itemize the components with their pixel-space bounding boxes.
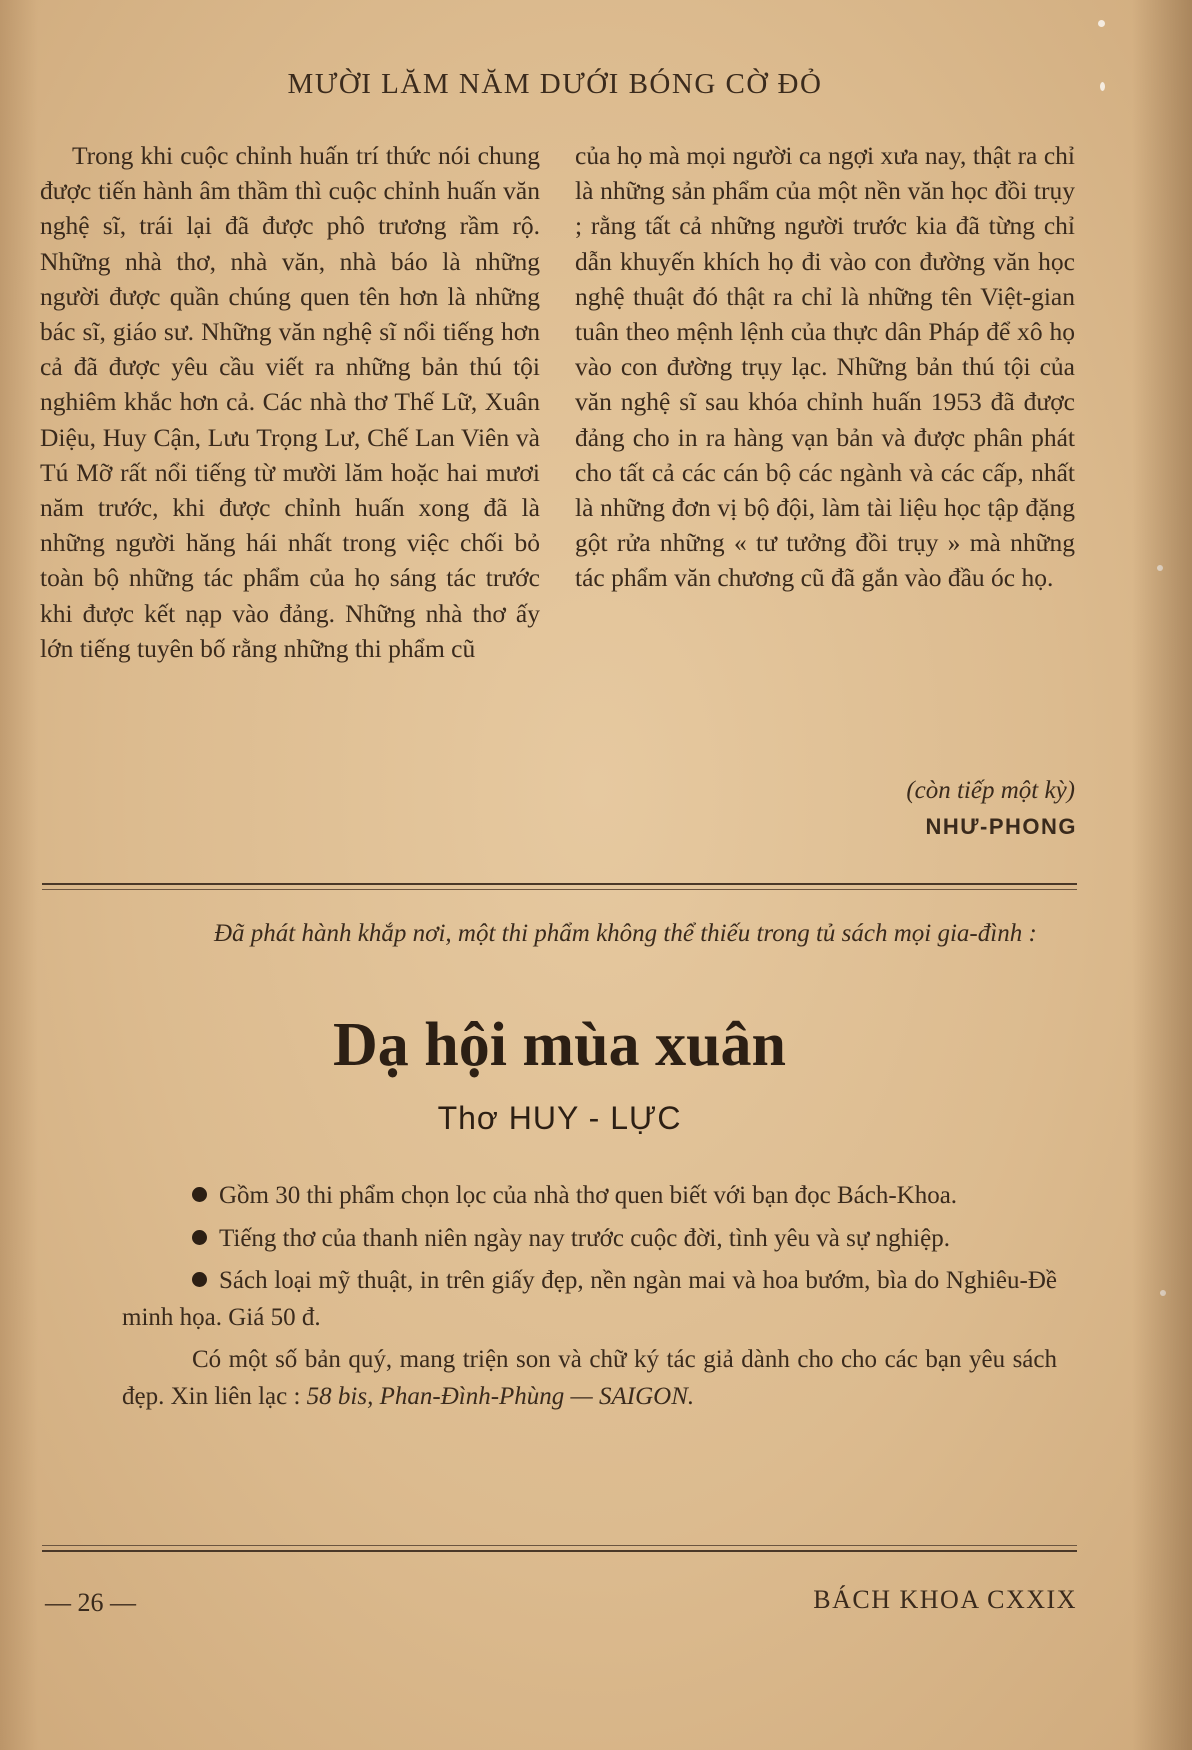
article-right-text: của họ mà mọi người ca ngợi xưa nay, thật ra chỉ là những sản phẩm của một nền văn học đồi trụy ; rằng tất cả những người trước kia đã từng chỉ dẫn khuyến khích họ đi vào con đường văn học nghệ thuật đó thật ra chỉ là những tên Việt-gian tuân theo mệnh lệnh của thực dân Pháp để xô họ vào con đường trụy lạc. Những bản thú tội của văn nghệ sĩ sau khóa chỉnh huấn 1953 đã được đảng cho in ra hàng vạn bản và được phân phát cho tất cả các cán bộ các ngành và các cấp, nhất là những đơn vị bộ đội, làm tài liệu học tập đặng gột rửa những « tư tưởng đồi trụy » mà những tác phẩm văn chương cũ đã gắn vào đầu óc họ. xyxy=(575,141,1075,593)
article-left-text: Trong khi cuộc chỉnh huấn trí thức nói chung được tiến hành âm thầm thì cuộc chỉnh huấn văn nghệ sĩ, trái lại đã được phô trương rầm rộ. Những nhà thơ, nhà văn, nhà báo là những người được quần chúng quen tên hơn là những bác sĩ, giáo sư. Những văn nghệ sĩ nổi tiếng hơn cả đã được yêu cầu viết ra những bản thú tội nghiêm khắc hơn cả. Các nhà thơ Thế Lữ, Xuân Diệu, Huy Cận, Lưu Trọng Lư, Chế Lan Viên và Tú Mỡ rất nổi tiếng từ mười lăm hoặc hai mươi năm trước, khi được chỉnh huấn xong đã là những người hăng hái nhất trong việc chối bỏ toàn bộ những tác phẩm của họ sáng tác trước khi được kết nạp vào đảng. Những nhà thơ ấy lớn tiếng tuyên bố rằng những thi phẩm cũ xyxy=(40,141,540,663)
paper-speck xyxy=(1157,565,1163,571)
bullet-icon xyxy=(192,1230,207,1245)
ad-bullet-text: Tiếng thơ của thanh niên ngày nay trước cuộc đời, tình yêu và sự nghiệp. xyxy=(219,1224,950,1252)
ad-bullet-text: Gồm 30 thi phẩm chọn lọc của nhà thơ quen biết với bạn đọc Bách-Khoa. xyxy=(219,1182,958,1209)
article-left-column xyxy=(40,138,540,666)
paper-speck xyxy=(1098,20,1105,27)
ad-book-author: Thơ HUY - LỰC xyxy=(437,1100,682,1136)
bullet-icon xyxy=(192,1187,207,1202)
article-author: NHƯ-PHONG xyxy=(925,814,1077,839)
ad-bullet-item xyxy=(122,1221,1057,1258)
page-number: — 26 — xyxy=(45,1588,136,1617)
paper-speck xyxy=(1160,1290,1166,1296)
ad-intro: Đã phát hành khắp nơi, một thi phẩm không thể thiếu trong tủ sách mọi gia-đình : xyxy=(214,920,1037,947)
ad-book-title: Dạ hội mùa xuân xyxy=(332,1011,787,1079)
paper-speck xyxy=(1100,82,1105,91)
article-right-column xyxy=(575,138,1075,596)
ad-bullet-item xyxy=(122,1178,1057,1215)
ad-closing-text: Có một số bản quý, mang triện son và chữ ký tác giả dành cho cho các bạn yêu sách đẹp. Xin liên lạc : xyxy=(122,1346,1057,1410)
publication-name: BÁCH KHOA CXXIX xyxy=(813,1585,1077,1614)
ad-body xyxy=(122,1178,1057,1421)
ad-closing-address: 58 bis, Phan-Đình-Phùng — SAIGON. xyxy=(306,1382,695,1410)
bullet-icon xyxy=(192,1272,207,1287)
book-advertisement xyxy=(42,883,1077,1552)
ad-closing xyxy=(122,1342,1057,1415)
running-head: MƯỜI LĂM NĂM DƯỚI BÓNG CỜ ĐỎ xyxy=(287,68,823,100)
ad-bullet-text: Sách loại mỹ thuật, in trên giấy đẹp, nền ngàn mai và hoa bướm, bìa do Nghiêu-Đề minh họa. Giá 50 đ. xyxy=(122,1267,1057,1331)
continued-note: (còn tiếp một kỳ) xyxy=(906,777,1075,804)
ad-bullet-item xyxy=(122,1263,1057,1336)
